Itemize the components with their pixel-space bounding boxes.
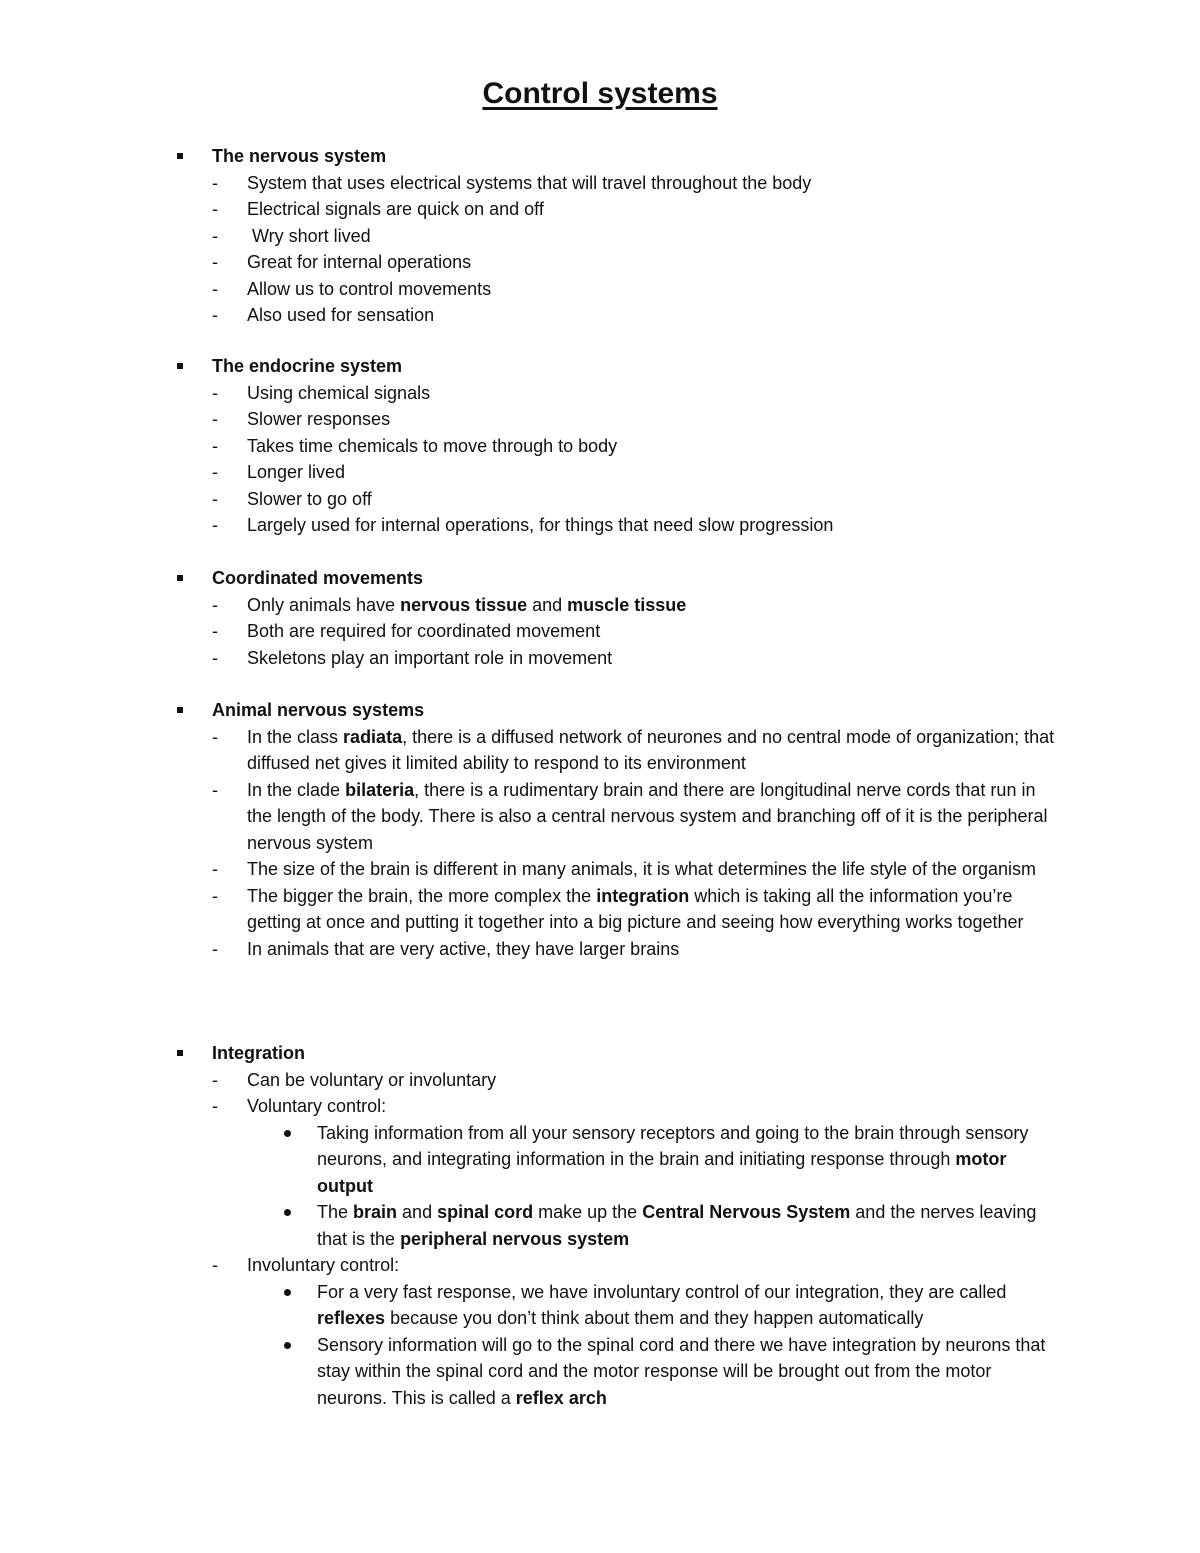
section-heading: The nervous system — [0, 143, 1200, 170]
dash-bullet-icon: - — [212, 1069, 218, 1090]
list-item: - System that uses electrical systems that will travel throughout the body — [0, 170, 1200, 197]
list-item: - Voluntary control: — [0, 1093, 1200, 1120]
dash-bullet-icon: - — [212, 225, 218, 246]
dash-bullet-icon: - — [212, 779, 218, 800]
dash-bullet-icon: - — [212, 859, 218, 879]
dash-bullet-icon: - — [212, 515, 218, 535]
sub-list-item: Taking information from all your sensory receptors and going to the brain through sensory neurons, and integrating information in the brain and initiating response through motor output — [0, 1120, 1200, 1200]
dash-bullet-icon: - — [212, 938, 218, 959]
section-heading: Animal nervous systems — [0, 697, 1200, 724]
dash-bullet-icon: - — [212, 409, 218, 429]
dash-bullet-icon: - — [212, 305, 218, 325]
sub-list-item: The brain and spinal cord make up the Central Nervous System and the nerves leaving that is the peripheral nervous system — [0, 1199, 1200, 1252]
dash-bullet-icon: - — [212, 647, 218, 668]
list-item: - Takes time chemicals to move through to body — [0, 433, 1200, 460]
list-item: - In the class radiata, there is a diffused network of neurones and no central mode of organization; that diffused net gives it limited ability to respond to its environment — [0, 724, 1200, 777]
dash-bullet-icon: - — [212, 1255, 218, 1275]
dash-bullet-icon: - — [212, 278, 218, 299]
list-item: - Only animals have nervous tissue and muscle tissue — [0, 592, 1200, 619]
square-bullet-icon — [177, 707, 183, 713]
list-item: - Great for internal operations — [0, 249, 1200, 276]
list-item: - Involuntary control: — [0, 1252, 1200, 1279]
dash-bullet-icon: - — [212, 1096, 218, 1116]
section-nervous-system — [0, 143, 1200, 329]
section-animal-nervous-systems — [0, 697, 1200, 962]
dash-bullet-icon: - — [212, 435, 218, 456]
list-item: - In animals that are very active, they have larger brains — [0, 936, 1200, 963]
round-bullet-icon — [284, 1289, 291, 1296]
section-heading: Integration — [0, 1040, 1200, 1067]
list-item: - Wry short lived — [0, 223, 1200, 250]
square-bullet-icon — [177, 153, 183, 159]
dash-bullet-icon: - — [212, 885, 218, 906]
dash-bullet-icon: - — [212, 462, 218, 482]
round-bullet-icon — [284, 1209, 291, 1216]
list-item: - Slower responses — [0, 406, 1200, 433]
section-heading: Coordinated movements — [0, 565, 1200, 592]
sub-list-item: Sensory information will go to the spinal cord and there we have integration by neurons that stay within the spinal cord and the motor response will be brought out from the motor neurons. This is called a reflex arch — [0, 1332, 1200, 1412]
dash-bullet-icon: - — [212, 252, 218, 272]
list-item: - The size of the brain is different in many animals, it is what determines the life style of the organism — [0, 856, 1200, 883]
dash-bullet-icon: - — [212, 382, 218, 403]
square-bullet-icon — [177, 1050, 183, 1056]
square-bullet-icon — [177, 575, 183, 581]
section-coordinated-movements — [0, 565, 1200, 671]
list-item: - Electrical signals are quick on and off — [0, 196, 1200, 223]
list-item: - Can be voluntary or involuntary — [0, 1067, 1200, 1094]
list-item: - Skeletons play an important role in movement — [0, 645, 1200, 672]
round-bullet-icon — [284, 1342, 291, 1349]
list-item: - Also used for sensation — [0, 302, 1200, 329]
dash-bullet-icon: - — [212, 621, 218, 641]
section-heading: The endocrine system — [0, 353, 1200, 380]
list-item: - Using chemical signals — [0, 380, 1200, 407]
dash-bullet-icon: - — [212, 199, 218, 219]
dash-bullet-icon: - — [212, 726, 218, 747]
dash-bullet-icon: - — [212, 594, 218, 615]
list-item: - Largely used for internal operations, for things that need slow progression — [0, 512, 1200, 539]
page-title: Control systems — [482, 77, 718, 110]
list-item: - Longer lived — [0, 459, 1200, 486]
list-item: - Allow us to control movements — [0, 276, 1200, 303]
section-endocrine-system — [0, 353, 1200, 539]
dash-bullet-icon: - — [212, 172, 218, 193]
list-item: - Both are required for coordinated movement — [0, 618, 1200, 645]
list-item: - In the clade bilateria, there is a rudimentary brain and there are longitudinal nerve cords that run in the length of the body. There is also a central nervous system and branching off of it is the peripheral nervous system — [0, 777, 1200, 857]
sub-list-item: For a very fast response, we have involuntary control of our integration, they are called reflexes because you don’t think about them and they happen automatically — [0, 1279, 1200, 1332]
section-integration — [0, 1040, 1200, 1411]
list-item: - The bigger the brain, the more complex the integration which is taking all the information you’re getting at once and putting it together into a big picture and seeing how everything works together — [0, 883, 1200, 936]
list-item: - Slower to go off — [0, 486, 1200, 513]
square-bullet-icon — [177, 363, 183, 369]
dash-bullet-icon: - — [212, 488, 218, 509]
round-bullet-icon — [284, 1130, 291, 1137]
